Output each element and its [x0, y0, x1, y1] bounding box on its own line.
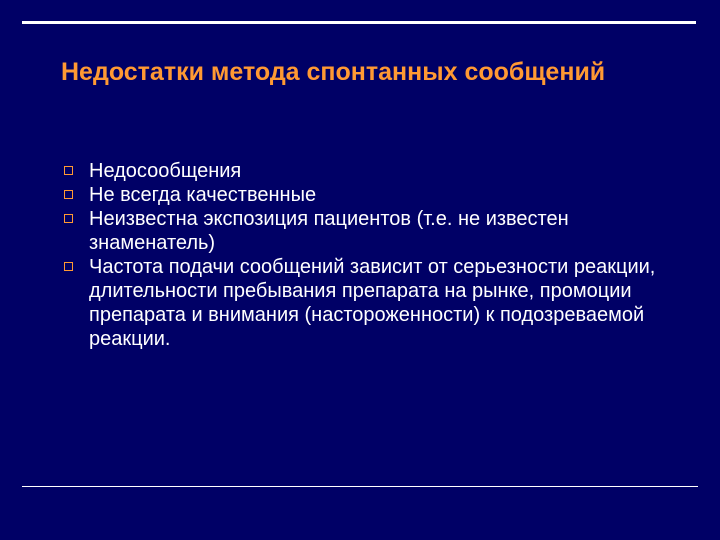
bullet-item: [63, 183, 683, 207]
bullet-item: [63, 159, 683, 183]
hollow-square-bullet-icon: [64, 190, 73, 199]
bullet-list: [63, 159, 683, 351]
hollow-square-bullet-icon: [64, 262, 73, 271]
hollow-square-bullet-icon: [64, 214, 73, 223]
bullet-text: Не всегда качественные: [89, 184, 317, 206]
bottom-divider-line: [22, 486, 698, 487]
bullet-text: Неизвестна экспозиция пациентов (т.е. не известен знаменатель): [89, 208, 569, 254]
bullet-text: Недосообщения: [89, 160, 242, 182]
top-divider-line: [22, 21, 696, 24]
slide-title: Недостатки метода спонтанных сообщений: [61, 58, 606, 86]
bullet-item: [63, 255, 683, 351]
hollow-square-bullet-icon: [64, 166, 73, 175]
bullet-text: Частота подачи сообщений зависит от серьезности реакции, длительности пребывания препарата на рынке, промоции препарата и внимания (настороженности) к подозреваемой реакции.: [89, 256, 656, 350]
bullet-item: [63, 207, 683, 255]
